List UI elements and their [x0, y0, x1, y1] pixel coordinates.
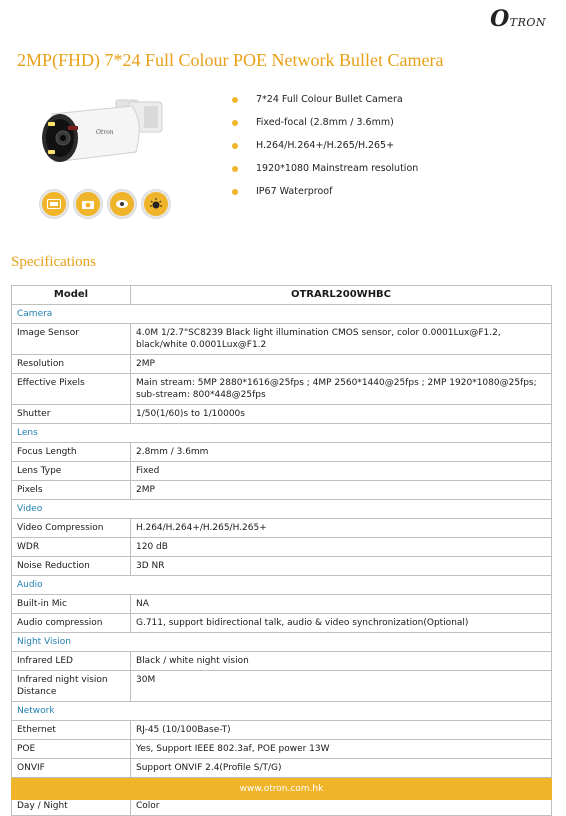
bullet-icon [232, 97, 238, 103]
spec-value: 2MP [131, 355, 552, 374]
spec-value: 3D NR [131, 557, 552, 576]
section-title: Lens [12, 424, 552, 443]
specifications-body [12, 305, 552, 816]
table-row [12, 740, 552, 759]
hd-icon [40, 190, 68, 218]
spec-value: NA [131, 595, 552, 614]
table-row [12, 324, 552, 355]
svg-text:Otron: Otron [96, 129, 114, 136]
spec-label: Ethernet [12, 721, 131, 740]
section-row [12, 576, 552, 595]
section-row [12, 424, 552, 443]
table-header-row [12, 286, 552, 305]
bullet-icon [232, 143, 238, 149]
table-row [12, 652, 552, 671]
spec-label: Noise Reduction [12, 557, 131, 576]
table-row [12, 595, 552, 614]
table-row [12, 557, 552, 576]
feature-item: 1920*1080 Mainstream resolution [232, 157, 418, 180]
spec-label: POE [12, 740, 131, 759]
bullet-icon [232, 120, 238, 126]
feature-item: 7*24 Full Colour Bullet Camera [232, 88, 418, 111]
section-row [12, 305, 552, 324]
spec-label: Infrared night vision Distance [12, 671, 131, 702]
table-row [12, 374, 552, 405]
table-row [12, 443, 552, 462]
table-row [12, 462, 552, 481]
spec-label: Image Sensor [12, 324, 131, 355]
spec-label: Audio compression [12, 614, 131, 633]
spec-label: Focus Length [12, 443, 131, 462]
sun-icon [142, 190, 170, 218]
spec-label: Infrared LED [12, 652, 131, 671]
spec-value: Main stream: 5MP 2880*1616@25fps ; 4MP 2560*1440@25fps ; 2MP 1920*1080@25fps; sub-stream: 800*448@25fps [131, 374, 552, 405]
table-row [12, 721, 552, 740]
spec-value: Fixed [131, 462, 552, 481]
spec-label: Effective Pixels [12, 374, 131, 405]
spec-value: Black / white night vision [131, 652, 552, 671]
spec-value: RJ-45 (10/100Base-T) [131, 721, 552, 740]
bullet-icon [232, 189, 238, 195]
section-title: Video [12, 500, 552, 519]
spec-value: 120 dB [131, 538, 552, 557]
spec-value: G.711, support bidirectional talk, audio & video synchronization(Optional) [131, 614, 552, 633]
table-row [12, 355, 552, 374]
spec-label: ONVIF [12, 759, 131, 778]
spec-value: 1/50(1/60)s to 1/10000s [131, 405, 552, 424]
spec-label: Shutter [12, 405, 131, 424]
camera-icon [74, 190, 102, 218]
spec-label: Built-in Mic [12, 595, 131, 614]
spec-label: Video Compression [12, 519, 131, 538]
spec-value: 4.0M 1/2.7"SC8239 Black light illumination CMOS sensor, color 0.0001Lux@F1.2, black/white 0.0001Lux@F1.2 [131, 324, 552, 355]
table-row [12, 481, 552, 500]
spec-value: Support ONVIF 2.4(Profile S/T/G) [131, 759, 552, 778]
page-title: 2MP(FHD) 7*24 Full Colour POE Network Bullet Camera [17, 50, 444, 70]
spec-value: 2MP [131, 481, 552, 500]
section-title: Night Vision [12, 633, 552, 652]
section-title: Network [12, 702, 552, 721]
table-row [12, 405, 552, 424]
spec-value: Yes, Support IEEE 802.3af, POE power 13W [131, 740, 552, 759]
section-row [12, 702, 552, 721]
spec-label: Resolution [12, 355, 131, 374]
feature-item: Fixed-focal (2.8mm / 3.6mm) [232, 111, 418, 134]
brand-logo: OTRON [490, 6, 546, 32]
table-row [12, 538, 552, 557]
model-value: OTRARL200WHBC [131, 286, 552, 305]
section-row [12, 500, 552, 519]
section-title: Camera [12, 305, 552, 324]
footer-bar [11, 778, 552, 800]
section-row [12, 633, 552, 652]
feature-badges [40, 190, 170, 218]
spec-label: Pixels [12, 481, 131, 500]
section-title: Audio [12, 576, 552, 595]
model-label: Model [12, 286, 131, 305]
spec-label: Day / Night [12, 797, 131, 816]
bullet-icon [232, 166, 238, 172]
footer-url: www.otron.com.hk [239, 784, 324, 794]
table-row [12, 671, 552, 702]
spec-value: 2.8mm / 3.6mm [131, 443, 552, 462]
feature-item: IP67 Waterproof [232, 180, 418, 203]
eye-icon [108, 190, 136, 218]
feature-list [232, 88, 418, 203]
table-row [12, 519, 552, 538]
spec-label: Lens Type [12, 462, 131, 481]
table-row [12, 759, 552, 778]
spec-value: 30M [131, 671, 552, 702]
spec-value: H.264/H.264+/H.265/H.265+ [131, 519, 552, 538]
spec-value: Color [131, 797, 552, 816]
specifications-heading: Specifications [11, 254, 96, 270]
spec-label: WDR [12, 538, 131, 557]
table-row [12, 614, 552, 633]
camera-product-image [32, 92, 172, 184]
feature-item: H.264/H.264+/H.265/H.265+ [232, 134, 418, 157]
specifications-table [11, 285, 552, 816]
